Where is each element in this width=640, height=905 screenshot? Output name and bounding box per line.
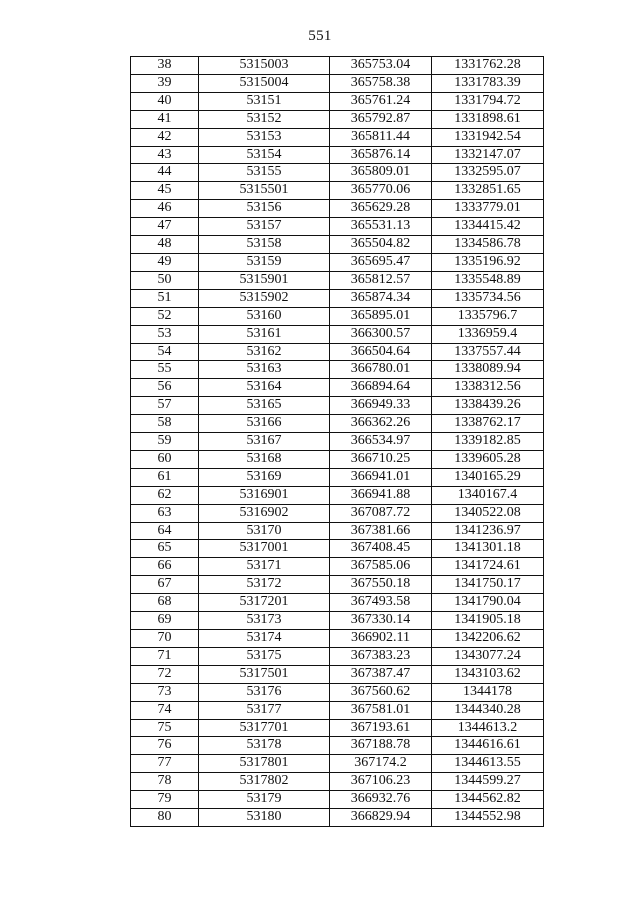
point-id-cell: 5317701 (199, 719, 330, 737)
point-number-cell: 58 (131, 415, 199, 433)
x-coordinate-cell: 367408.45 (330, 540, 432, 558)
table-row (131, 379, 544, 397)
x-coordinate-cell: 366504.64 (330, 343, 432, 361)
point-number-cell: 46 (131, 200, 199, 218)
table-row (131, 307, 544, 325)
x-coordinate-cell: 366932.76 (330, 791, 432, 809)
y-coordinate-cell: 1338439.26 (432, 397, 544, 415)
point-id-cell: 53156 (199, 200, 330, 218)
y-coordinate-cell: 1341724.61 (432, 558, 544, 576)
x-coordinate-cell: 365809.01 (330, 164, 432, 182)
point-id-cell: 53158 (199, 236, 330, 254)
x-coordinate-cell: 366362.26 (330, 415, 432, 433)
table-row (131, 343, 544, 361)
point-number-cell: 41 (131, 110, 199, 128)
coordinates-table (130, 56, 544, 827)
y-coordinate-cell: 1343103.62 (432, 665, 544, 683)
x-coordinate-cell: 367560.62 (330, 683, 432, 701)
y-coordinate-cell: 1344340.28 (432, 701, 544, 719)
point-number-cell: 65 (131, 540, 199, 558)
point-id-cell: 53165 (199, 397, 330, 415)
y-coordinate-cell: 1338312.56 (432, 379, 544, 397)
table-row (131, 289, 544, 307)
point-number-cell: 47 (131, 218, 199, 236)
x-coordinate-cell: 366941.01 (330, 468, 432, 486)
point-number-cell: 44 (131, 164, 199, 182)
x-coordinate-cell: 367106.23 (330, 773, 432, 791)
x-coordinate-cell: 366941.88 (330, 486, 432, 504)
y-coordinate-cell: 1336959.4 (432, 325, 544, 343)
table-row (131, 558, 544, 576)
y-coordinate-cell: 1334415.42 (432, 218, 544, 236)
y-coordinate-cell: 1344562.82 (432, 791, 544, 809)
x-coordinate-cell: 365876.14 (330, 146, 432, 164)
y-coordinate-cell: 1344613.55 (432, 755, 544, 773)
y-coordinate-cell: 1332595.07 (432, 164, 544, 182)
point-number-cell: 75 (131, 719, 199, 737)
point-id-cell: 5315902 (199, 289, 330, 307)
point-id-cell: 53159 (199, 253, 330, 271)
table-body (131, 57, 544, 827)
x-coordinate-cell: 365770.06 (330, 182, 432, 200)
y-coordinate-cell: 1344599.27 (432, 773, 544, 791)
x-coordinate-cell: 367581.01 (330, 701, 432, 719)
y-coordinate-cell: 1335548.89 (432, 271, 544, 289)
x-coordinate-cell: 367174.2 (330, 755, 432, 773)
point-number-cell: 64 (131, 522, 199, 540)
point-number-cell: 50 (131, 271, 199, 289)
point-id-cell: 53164 (199, 379, 330, 397)
point-id-cell: 53160 (199, 307, 330, 325)
point-number-cell: 62 (131, 486, 199, 504)
point-id-cell: 53173 (199, 612, 330, 630)
point-number-cell: 48 (131, 236, 199, 254)
point-number-cell: 38 (131, 57, 199, 75)
point-number-cell: 79 (131, 791, 199, 809)
y-coordinate-cell: 1332147.07 (432, 146, 544, 164)
table-row (131, 253, 544, 271)
x-coordinate-cell: 365895.01 (330, 307, 432, 325)
x-coordinate-cell: 367493.58 (330, 594, 432, 612)
point-number-cell: 51 (131, 289, 199, 307)
point-number-cell: 70 (131, 630, 199, 648)
point-id-cell: 5316902 (199, 504, 330, 522)
y-coordinate-cell: 1334586.78 (432, 236, 544, 254)
point-number-cell: 78 (131, 773, 199, 791)
point-number-cell: 56 (131, 379, 199, 397)
table-row (131, 236, 544, 254)
point-id-cell: 5316901 (199, 486, 330, 504)
table-row (131, 737, 544, 755)
table-row (131, 594, 544, 612)
y-coordinate-cell: 1333779.01 (432, 200, 544, 218)
table-row (131, 397, 544, 415)
point-number-cell: 57 (131, 397, 199, 415)
point-number-cell: 74 (131, 701, 199, 719)
table-row (131, 361, 544, 379)
x-coordinate-cell: 366829.94 (330, 809, 432, 827)
y-coordinate-cell: 1340165.29 (432, 468, 544, 486)
x-coordinate-cell: 367330.14 (330, 612, 432, 630)
point-number-cell: 52 (131, 307, 199, 325)
point-number-cell: 72 (131, 665, 199, 683)
y-coordinate-cell: 1331898.61 (432, 110, 544, 128)
point-number-cell: 53 (131, 325, 199, 343)
y-coordinate-cell: 1335796.7 (432, 307, 544, 325)
table-row (131, 433, 544, 451)
table-row (131, 576, 544, 594)
x-coordinate-cell: 367087.72 (330, 504, 432, 522)
point-number-cell: 76 (131, 737, 199, 755)
y-coordinate-cell: 1341790.04 (432, 594, 544, 612)
table-row (131, 325, 544, 343)
y-coordinate-cell: 1335734.56 (432, 289, 544, 307)
x-coordinate-cell: 365504.82 (330, 236, 432, 254)
table-row (131, 182, 544, 200)
y-coordinate-cell: 1335196.92 (432, 253, 544, 271)
x-coordinate-cell: 366710.25 (330, 450, 432, 468)
point-number-cell: 63 (131, 504, 199, 522)
point-id-cell: 5315901 (199, 271, 330, 289)
table-row (131, 128, 544, 146)
x-coordinate-cell: 367550.18 (330, 576, 432, 594)
point-id-cell: 53168 (199, 450, 330, 468)
y-coordinate-cell: 1338089.94 (432, 361, 544, 379)
y-coordinate-cell: 1331783.39 (432, 74, 544, 92)
y-coordinate-cell: 1338762.17 (432, 415, 544, 433)
point-id-cell: 53177 (199, 701, 330, 719)
table-row (131, 92, 544, 110)
point-id-cell: 53174 (199, 630, 330, 648)
y-coordinate-cell: 1344616.61 (432, 737, 544, 755)
x-coordinate-cell: 365812.57 (330, 271, 432, 289)
x-coordinate-cell: 366894.64 (330, 379, 432, 397)
y-coordinate-cell: 1344552.98 (432, 809, 544, 827)
x-coordinate-cell: 367585.06 (330, 558, 432, 576)
point-number-cell: 54 (131, 343, 199, 361)
x-coordinate-cell: 367387.47 (330, 665, 432, 683)
point-id-cell: 53170 (199, 522, 330, 540)
point-number-cell: 71 (131, 647, 199, 665)
point-number-cell: 77 (131, 755, 199, 773)
point-id-cell: 53179 (199, 791, 330, 809)
table-row (131, 522, 544, 540)
point-number-cell: 55 (131, 361, 199, 379)
point-id-cell: 5315004 (199, 74, 330, 92)
point-number-cell: 80 (131, 809, 199, 827)
page-number: 551 (308, 28, 332, 44)
point-id-cell: 53162 (199, 343, 330, 361)
point-number-cell: 49 (131, 253, 199, 271)
x-coordinate-cell: 366949.33 (330, 397, 432, 415)
x-coordinate-cell: 366300.57 (330, 325, 432, 343)
table-row (131, 146, 544, 164)
x-coordinate-cell: 366902.11 (330, 630, 432, 648)
table-row (131, 612, 544, 630)
table-row (131, 200, 544, 218)
y-coordinate-cell: 1331942.54 (432, 128, 544, 146)
point-number-cell: 39 (131, 74, 199, 92)
x-coordinate-cell: 365811.44 (330, 128, 432, 146)
point-id-cell: 5317001 (199, 540, 330, 558)
point-id-cell: 53166 (199, 415, 330, 433)
point-id-cell: 5315501 (199, 182, 330, 200)
table-row (131, 110, 544, 128)
point-number-cell: 66 (131, 558, 199, 576)
x-coordinate-cell: 367381.66 (330, 522, 432, 540)
point-number-cell: 68 (131, 594, 199, 612)
point-number-cell: 69 (131, 612, 199, 630)
point-number-cell: 67 (131, 576, 199, 594)
point-number-cell: 43 (131, 146, 199, 164)
x-coordinate-cell: 365695.47 (330, 253, 432, 271)
x-coordinate-cell: 365753.04 (330, 57, 432, 75)
table-row (131, 164, 544, 182)
point-id-cell: 53169 (199, 468, 330, 486)
x-coordinate-cell: 366534.97 (330, 433, 432, 451)
point-id-cell: 53171 (199, 558, 330, 576)
y-coordinate-cell: 1344178 (432, 683, 544, 701)
table-row (131, 719, 544, 737)
table-row (131, 683, 544, 701)
point-number-cell: 59 (131, 433, 199, 451)
point-id-cell: 53180 (199, 809, 330, 827)
x-coordinate-cell: 365758.38 (330, 74, 432, 92)
point-number-cell: 73 (131, 683, 199, 701)
y-coordinate-cell: 1332851.65 (432, 182, 544, 200)
point-id-cell: 5317201 (199, 594, 330, 612)
table-row (131, 218, 544, 236)
table-row (131, 701, 544, 719)
x-coordinate-cell: 365531.13 (330, 218, 432, 236)
point-id-cell: 53152 (199, 110, 330, 128)
point-number-cell: 45 (131, 182, 199, 200)
point-id-cell: 53153 (199, 128, 330, 146)
table-row (131, 773, 544, 791)
x-coordinate-cell: 365629.28 (330, 200, 432, 218)
point-id-cell: 53176 (199, 683, 330, 701)
point-id-cell: 53167 (199, 433, 330, 451)
point-id-cell: 53155 (199, 164, 330, 182)
x-coordinate-cell: 367193.61 (330, 719, 432, 737)
table-row (131, 791, 544, 809)
y-coordinate-cell: 1341905.18 (432, 612, 544, 630)
y-coordinate-cell: 1344613.2 (432, 719, 544, 737)
point-number-cell: 42 (131, 128, 199, 146)
y-coordinate-cell: 1337557.44 (432, 343, 544, 361)
point-id-cell: 53154 (199, 146, 330, 164)
x-coordinate-cell: 365761.24 (330, 92, 432, 110)
point-id-cell: 5317801 (199, 755, 330, 773)
point-id-cell: 53161 (199, 325, 330, 343)
x-coordinate-cell: 366780.01 (330, 361, 432, 379)
x-coordinate-cell: 365792.87 (330, 110, 432, 128)
point-id-cell: 53178 (199, 737, 330, 755)
table-row (131, 57, 544, 75)
x-coordinate-cell: 367383.23 (330, 647, 432, 665)
point-id-cell: 53157 (199, 218, 330, 236)
point-id-cell: 5315003 (199, 57, 330, 75)
table-row (131, 271, 544, 289)
y-coordinate-cell: 1340522.08 (432, 504, 544, 522)
point-number-cell: 40 (131, 92, 199, 110)
table-row (131, 468, 544, 486)
table-row (131, 504, 544, 522)
y-coordinate-cell: 1331762.28 (432, 57, 544, 75)
table-row (131, 755, 544, 773)
y-coordinate-cell: 1342206.62 (432, 630, 544, 648)
table-row (131, 630, 544, 648)
point-id-cell: 53151 (199, 92, 330, 110)
point-id-cell: 53172 (199, 576, 330, 594)
table-row (131, 665, 544, 683)
point-number-cell: 61 (131, 468, 199, 486)
point-id-cell: 5317501 (199, 665, 330, 683)
point-id-cell: 5317802 (199, 773, 330, 791)
table-row (131, 647, 544, 665)
y-coordinate-cell: 1339182.85 (432, 433, 544, 451)
y-coordinate-cell: 1341236.97 (432, 522, 544, 540)
x-coordinate-cell: 365874.34 (330, 289, 432, 307)
table-row (131, 540, 544, 558)
y-coordinate-cell: 1341750.17 (432, 576, 544, 594)
y-coordinate-cell: 1331794.72 (432, 92, 544, 110)
table-row (131, 809, 544, 827)
point-id-cell: 53175 (199, 647, 330, 665)
table-row (131, 450, 544, 468)
y-coordinate-cell: 1343077.24 (432, 647, 544, 665)
point-number-cell: 60 (131, 450, 199, 468)
table-row (131, 415, 544, 433)
y-coordinate-cell: 1341301.18 (432, 540, 544, 558)
table-row (131, 486, 544, 504)
y-coordinate-cell: 1339605.28 (432, 450, 544, 468)
y-coordinate-cell: 1340167.4 (432, 486, 544, 504)
table-row (131, 74, 544, 92)
point-id-cell: 53163 (199, 361, 330, 379)
x-coordinate-cell: 367188.78 (330, 737, 432, 755)
